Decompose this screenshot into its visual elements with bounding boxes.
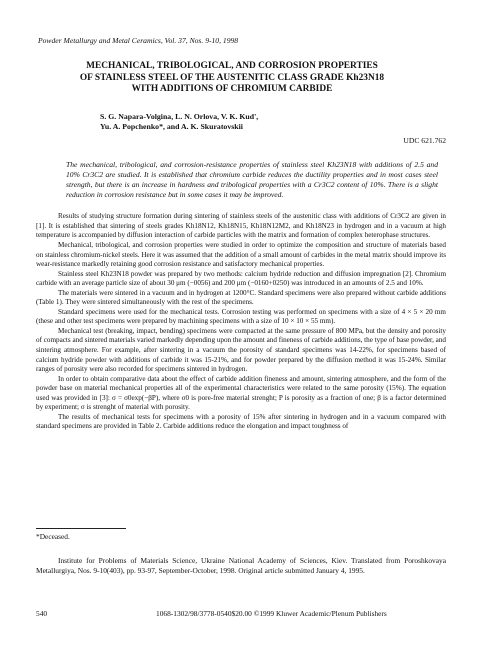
- paragraph: The materials were sintered in a vacuum and in hydrogen at 1200°C. Standard specimens were also prepared without carbide additions (Table 1). They were sintered simultaneously with the rest of the specimens.: [36, 288, 446, 307]
- title-line-1: MECHANICAL, TRIBOLOGICAL, AND CORROSION PROPERTIES: [86, 61, 378, 71]
- paragraph: In order to obtain comparative data about the effect of carbide addition fineness and amount, sintering atmosphere, and the form of the powder base on material mechanical properties all of the experimental characteristics were related to the same porosity (15%). The equation used was provided in [3]: σ = σ0exp(−βP), where σ0 is pore-free material strenght; P is porosity as a fraction of one; β is a factor determined by experiment; σ is strenght of material with porosity.: [36, 374, 446, 412]
- title-line-3: WITH ADDITIONS OF CHROMIUM CARBIDE: [131, 84, 333, 94]
- udc-code: UDC 621.762: [403, 135, 446, 145]
- paragraph: Results of studying structure formation during sintering of stainless steels of the austenitic class with additions of Cr3C2 are given in [1]. It is established that sintering of steels grades Kh18N12, Kh18N15, Kh18N12M2, and Kh18N23 in hydrogen and in a vacuum at high temperature is accompanied by diffusion interaction of carbide particles with the matrix and formation of complex heterophase structures.: [36, 212, 446, 240]
- paragraph: Standard specimens were used for the mechanical tests. Corrosion testing was performed on specimens with a size of 4 × 5 × 20 mm (these and other test specimens were prepared by machining specimens with a size of 10 × 10 × 55 mm).: [36, 307, 446, 326]
- authors-line-1: S. G. Napara-Volgina, L. N. Orlova, V. K. Kud',: [100, 111, 259, 121]
- paragraph: Stainless steel Kh23N18 powder was prepared by two methods: calcium hydride reduction and diffusion impregnation [2]. Chromium carbide with an average particle size of about 30 μm (−0056) and 200 μm (−0160+0250) was introduced in an amounts of 2.5 and 10%.: [36, 269, 446, 288]
- journal-header: Powder Metallurgy and Metal Ceramics, Vol. 37, Nos. 9-10, 1998: [38, 36, 239, 45]
- title-line-2: OF STAINLESS STEEL OF THE AUSTENITIC CLASS GRADE Kh23N18: [79, 72, 385, 83]
- page-number: 540: [36, 609, 48, 618]
- article-title: [36, 61, 428, 96]
- paragraph: Mechanical test (breaking, impact, bending) specimens were compacted at the same pressure of 800 MPa, but the density and porosity of compacts and sintered materials varied markedly depending upon the amount and fineness of carbide additions, the type of base powder, and sintering atmosphere. For example, after sintering in a vacuum the porosity of standard specimens was 14-22%, for specimens based of calcium hydride powder with additions of carbide it was 15-21%, and for powder prepared by the diffusion method it was 15-24%. Similar ranges of porosity were also recorded for specimens sintered in hydrogen.: [36, 326, 446, 374]
- article-body: [36, 212, 446, 432]
- paragraph: The results of mechanical tests for specimens with a porosity of 15% after sintering in hydrogen and in a vacuum compared with standard specimens are provided in Table 2. Carbide additions reduce the elongation and impact toughness of: [36, 412, 446, 431]
- affiliation-note: Institute for Problems of Materials Science, Ukraine National Academy of Sciences, Kiev. Translated from Poroshkovaya Metallurgiya, Nos. 9-10(403), pp. 93-97, September-October, 1998. Original article submitted January 4, 1995.: [36, 556, 446, 575]
- issn-copyright: 1068-1302/98/3778-0540$20.00 ©1999 Kluwer Academic/Plenum Publishers: [156, 609, 387, 618]
- footnote-divider: [36, 528, 126, 529]
- authors-line-2: Yu. A. Popchenko*, and A. K. Skuratovskii: [100, 122, 243, 131]
- paragraph: Mechanical, tribological, and corrosion properties were studied in order to optimize the composition and structure of materials based on stainless chromium-nickel steels. Here it was assumed that the addition of a small amount of carbides in the metal matrix should improve its wear-resistance markedly retaining good corrosion resistance and satisfactory mechanical properties.: [36, 240, 446, 269]
- abstract: The mechanical, tribological, and corrosion-resistance properties of stainless steel Kh23N18 with additions of 2.5 and 10% Cr3C2 are studied. It is established that chromium carbide reduces the ductility properties and in most cases steel strength, but there is an increase in hardness and tribological properties with a Cr3C2 content of 10%. There is a slight reduction in corrosion resistance but in some cases it may be improved.: [66, 159, 438, 200]
- footnote: *Deceased.: [36, 532, 70, 541]
- authors: [100, 112, 446, 133]
